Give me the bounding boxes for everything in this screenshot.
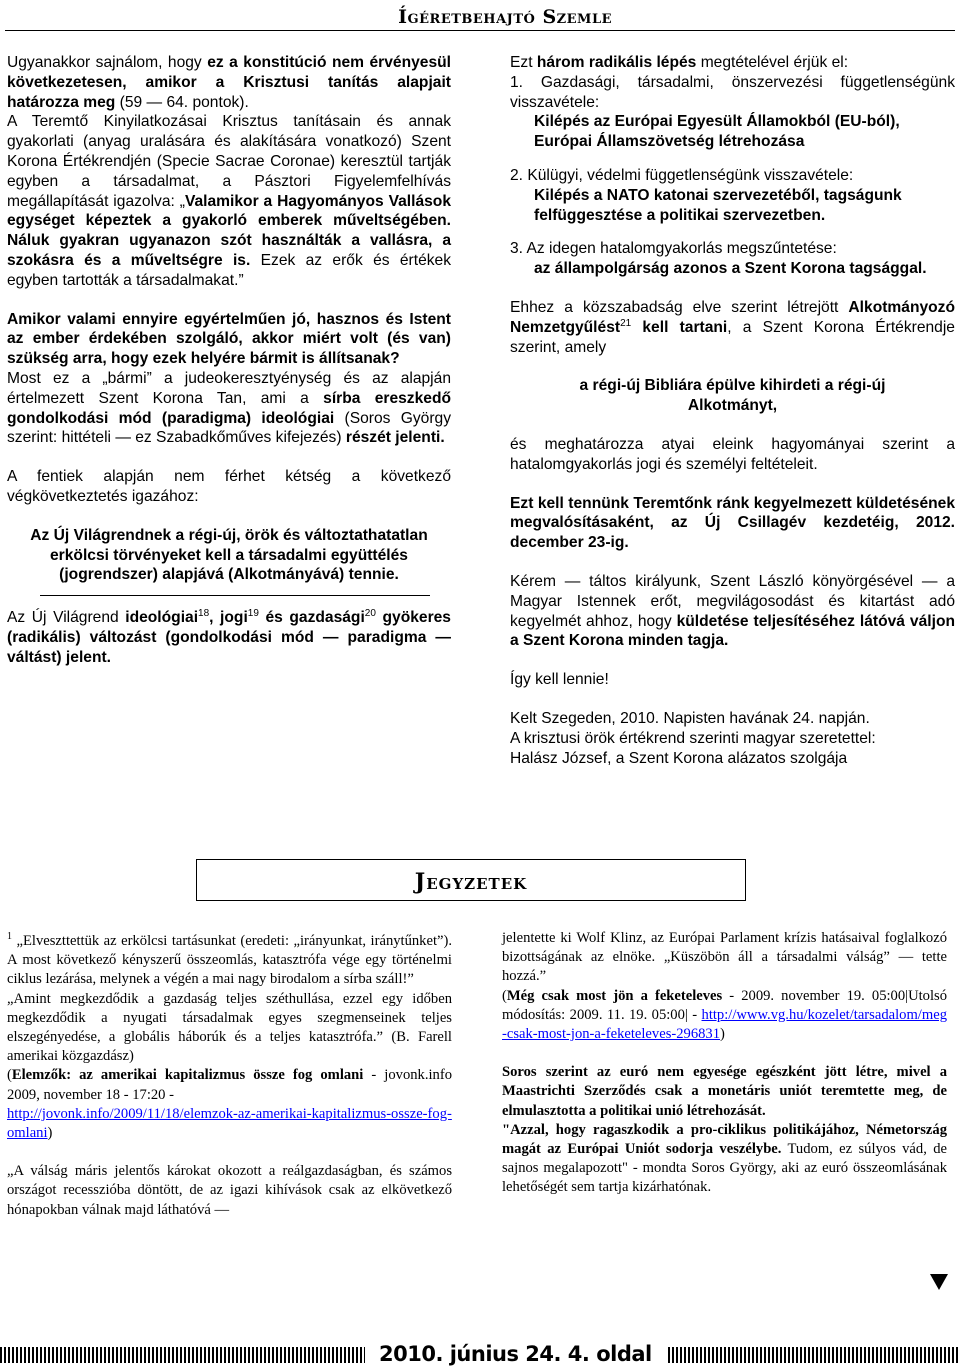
step-1: 1. Gazdasági, társadalmi, önszervezési függetlenségünk visszavétele: [510, 73, 955, 111]
paragraph: A fentiek alapján nem férhet kétség a következő végkövetkeztetés igazához: [7, 468, 451, 505]
paragraph: és meghatározza atyai eleink hagyományai szerint a hatalomgyakorlás jogi és személyi feltételeit. [510, 435, 955, 473]
paragraph: A Teremtő Kinyilatkozásai Krisztus tanításain és annak gyakorlati (anyag uralására és alakítására vonatkozó) Szent Korona Értékrendjén (Specie Sacrae Coronae) keresztül tartják egyben a társadalmat, a Pásztori Figyelemfelhívás megállapítását igazolva: „Valamikor a Hagyományos Vallások egységet képeztek a gyakorló emberek műveltségében. Náluk gyakran ugyanazon szót használták a vallásra, a szokásra és a műveltségre is. Ezek az erők és értékek egyben tartották a társadalmakat.” [7, 113, 452, 289]
step-3-detail: az állampolgárság azonos a Szent Korona tagsággal. [534, 260, 927, 278]
closing-line: Így kell lennie! [510, 671, 609, 689]
footnote-text: Soros szerint az euró nem egyesége egészként jött létre, mivel a Maastrichti Szerződés csak a monetáris uniót teremtette meg, de elmulasztotta a politikai unió létrehozását. [502, 1064, 947, 1119]
footnote-source: (Elemzők: az amerikai kapitalizmus össze fog omlani - jovonk.info 2009, november 18 - 17:20 - http://jovonk.info/2009/11/18/elemzok-az-amerikai-kapitalizmus-ossze-fog-omlani) [7, 1067, 452, 1142]
footer-date-page: 2010. június 24. 4. oldal [365, 1342, 666, 1366]
source-link[interactable]: http://www.vg.hu/kozelet/tarsadalom/meg-csak-most-jon-a-feketeleves-296831 [502, 1006, 947, 1043]
continue-triangle-icon [930, 1274, 948, 1290]
paragraph: Az Új Világrend ideológiai$^{18}$, jogi$^{19}$ és gazdasági$^{20}$ gyökeres (radikális) változást (gondolkodási mód — paradigma — váltást) jelent. [7, 607, 451, 666]
journal-title: Ígéretbehajtó Szemle [398, 6, 612, 28]
paragraph: Ezt három radikális lépés megtételével érjük el: [510, 54, 849, 71]
footnote-quote: jelentette ki Wolf Klinz, az Európai Parlament krízis hatásaival foglalkozó bizottságának az elnöke. „Küszöbön áll a társadalmi válság” — tette hozzá.” [502, 930, 947, 985]
notes-left-column [7, 932, 452, 1220]
footnote-source: (Még csak most jön a feketeleves - 2009. november 19. 05:00|Utolsó módosítás: 2009. 11. 19. 05:00| - http://www.vg.hu/kozelet/tarsadalom/meg-csak-most-jon-a-feketeleves-296831) [502, 987, 947, 1043]
paragraph: Kérem — táltos királyunk, Szent László könyörgésével — a Magyar Istennek erőt, megvilágosodást és kitartást adó kegyelmét ahhoz, hogy küldetése teljesítéséhez látóvá váljon a Szent Korona minden tagja. [510, 572, 955, 650]
date-line: Kelt Szegeden, 2010. Napisten havának 24. napján. [510, 709, 870, 727]
signature-line: Halász József, a Szent Korona alázatos szolgája [510, 749, 848, 767]
source-link[interactable]: http://jovonk.info/2009/11/18/elemzok-az-amerikai-kapitalizmus-ossze-fog-omlani [7, 1105, 452, 1142]
paragraph: Ugyanakkor sajnálom, hogy ez a konstitúció nem érvényesül következetesen, amikor a Krisztusi tanítás alapjait határozza meg (59 — 64. pontok). [7, 54, 451, 111]
header-rule [5, 30, 955, 31]
step-2-detail: Kilépés a NATO katonai szervezetéből, tagságunk felfüggesztése a politikai szervezetben. [534, 186, 902, 224]
step-3: 3. Az idegen hatalomgyakorlás megszűntetése: [510, 240, 837, 258]
footnote-text: "Azzal, hogy ragaszkodik a pro-ciklikus politikájához, Németország magát az Európai Uniót sodorja veszélybe. Tudom, ez súlyos vád, de sajnos megalapozott" - mondta Soros György, aki az euró összeomlásának lehetőségét sem tartja kizárhatónak. [502, 1121, 947, 1196]
footnote-quote: „Amint megkezdődik a gazdaság teljes széthullása, ezzel egy időben megkezdődik a nyugati társadalmak egyes szegmenseinek teljes elszegényedése, a globális háborúk és a teljes katasztrófa.” (B. Farell amerikai közgazdász) [7, 990, 452, 1065]
page-header [0, 0, 960, 30]
separator-line [40, 595, 430, 596]
right-column [510, 53, 955, 768]
footnote: $^1$ „Elveszttettük az erkölcsi tartásunkat (eredeti: „irányunkat, iránytűnket”). A most következő kényszerű összeomlás, katasztrófa vége egy történelmi ciklus lezárása, melynek a végén a mai nagy birodalom a sírba száll!” [7, 931, 452, 988]
step-2: 2. Külügyi, védelmi függetlenségünk visszavétele: [510, 166, 854, 184]
step-1-detail: Kilépés az Európai Egyesült Államokból (EU-ból), Európai Államszövetség létrehozása [534, 113, 900, 151]
notes-right-column [502, 929, 947, 1198]
centered-statement: Az Új Világrendnek a régi-új, örök és változtathatatlan erkölcsi törvényeket kell a társadalmi együttélés (jogrendszer) alapjává (Alkotmányává) tennie. [30, 526, 428, 584]
paragraph: Most ez a „bármi” a judeokeresztyénység és az alapján értelmezett Szent Korona Tan, ami a sírba ereszkedő gondolkodási mód (paradigma) ideológiai (Soros György szerint: hittételi — ez Szabadkőműves kifejezés) részét jelenti. [7, 369, 451, 447]
left-column [7, 53, 451, 668]
paragraph: Ezt kell tennünk Teremtőnk ránk kegyelmezett küldetésének megvalósításaként, az Új Csillagév kezdetéig, 2012. december 23-ig. [510, 494, 955, 552]
notes-heading: Jegyzetek [414, 869, 528, 895]
greeting-line: A krisztusi örök értékrend szerinti magyar szeretettel: [510, 729, 876, 747]
question-paragraph: Amikor valami ennyire egyértelműen jó, hasznos és Istent az ember érdekében szolgáló, akkor miért volt (és van) szükség arra, hogy ezek helyére bármit is állítsanak? [7, 310, 451, 368]
centered-statement: a régi-új Bibliára épülve kihirdeti a régi-új Alkotmányt, [579, 377, 886, 415]
footnote-quote: „A válság máris jelentős károkat okozott a reálgazdaságban, és számos országot recesszióba döntött, de az igazi kihívások csak az elkövetkező hónapokban válnak majd láthatóvá — [7, 1163, 452, 1218]
paragraph: Ehhez a közszabadság elve szerint létrejött Alkotmányozó Nemzetgyűlést$^{21}$ kell tartani, a Szent Korona Értékrendje szerint, amely [510, 298, 955, 356]
